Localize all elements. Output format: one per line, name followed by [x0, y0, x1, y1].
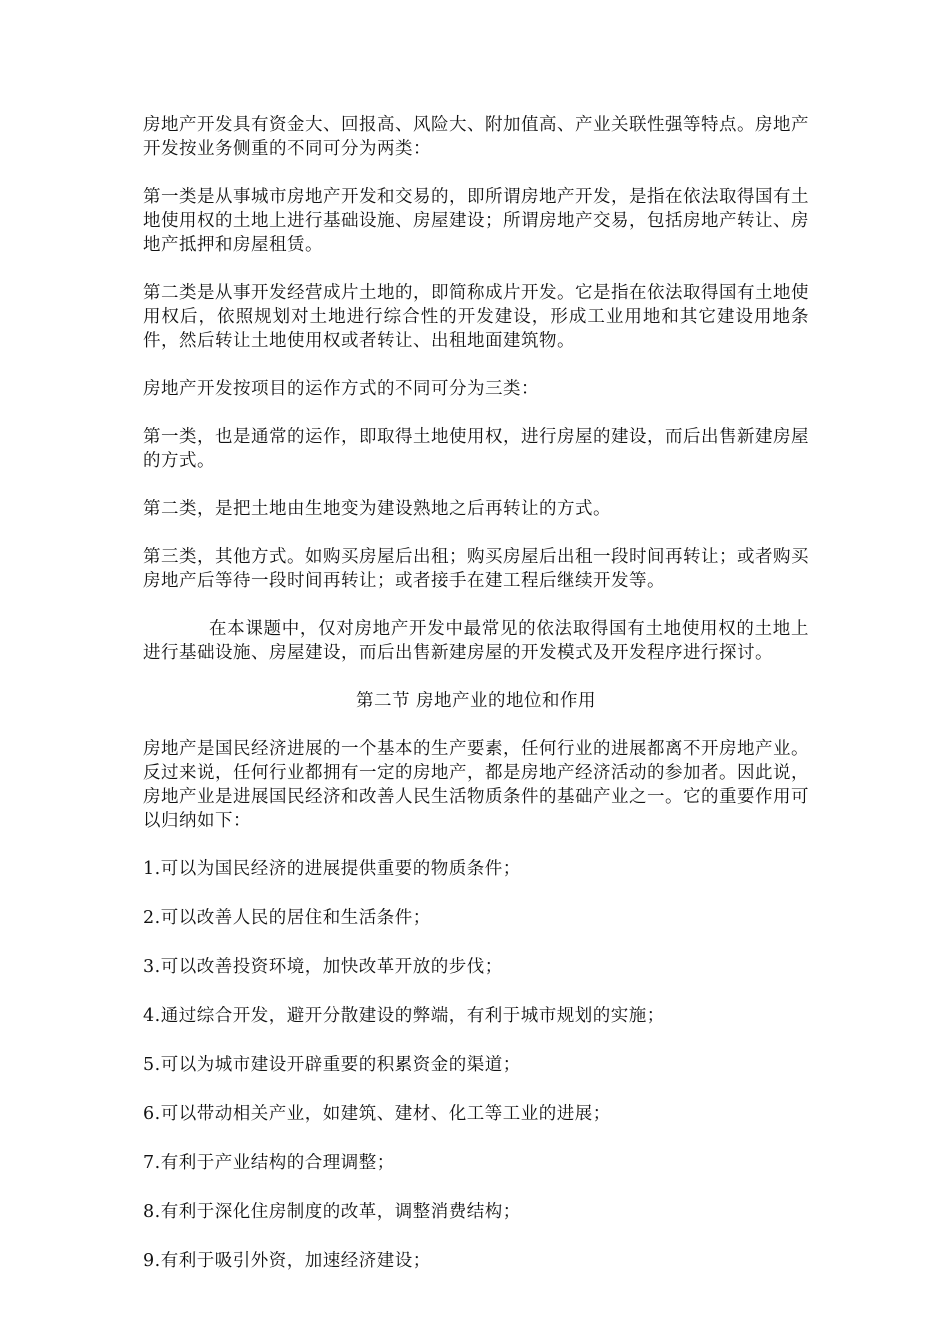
- list-item: 8.有利于深化住房制度的改革，调整消费结构；: [143, 1202, 521, 1222]
- section-intro-paragraph: 房地产是国民经济进展的一个基本的生产要素，任何行业的进展都离不开房地产业。反过来说，任何行业都拥有一定的房地产，都是房地产经济活动的参加者。因此说，房地产业是进展国民经济和改善人民生活物质条件的基础产业之一。它的重要作用可以归纳如下：: [143, 739, 809, 831]
- list-item: 1.可以为国民经济的进展提供重要的物质条件；: [143, 859, 521, 879]
- project-intro-paragraph: 房地产开发按项目的运作方式的不同可分为三类：: [143, 379, 539, 399]
- list-item: 7.有利于产业结构的合理调整；: [143, 1153, 395, 1173]
- section-heading: 第二节 房地产业的地位和作用: [355, 691, 597, 711]
- list-item: 2.可以改善人民的居住和生活条件；: [143, 908, 431, 928]
- list-item: 3.可以改善投资环境，加快改革开放的步伐；: [143, 957, 503, 977]
- list-item: 4.通过综合开发，避开分散建设的弊端，有利于城市规划的实施；: [143, 1006, 665, 1026]
- type2-paragraph: 第二类是从事开发经营成片土地的，即简称成片开发。它是指在依法取得国有土地使用权后，依照规划对土地进行综合性的开发建设，形成工业用地和其它建设用地条件，然后转让土地使用权或者转让、出租地面建筑物。: [143, 283, 809, 351]
- list-item: 6.可以带动相关产业，如建筑、建材、化工等工业的进展；: [143, 1104, 611, 1124]
- intro-paragraph: 房地产开发具有资金大、回报高、风险大、附加值高、产业关联性强等特点。房地产开发按业务侧重的不同可分为两类：: [143, 115, 809, 159]
- project-type1-paragraph: 第一类，也是通常的运作，即取得土地使用权，进行房屋的建设，而后出售新建房屋的方式。: [143, 427, 809, 471]
- list-item: 5.可以为城市建设开辟重要的积累资金的渠道；: [143, 1055, 521, 1075]
- project-type2-paragraph: 第二类，是把土地由生地变为建设熟地之后再转让的方式。: [143, 499, 611, 519]
- scope-paragraph: 在本课题中，仅对房地产开发中最常见的依法取得国有土地使用权的土地上进行基础设施、房屋建设，而后出售新建房屋的开发模式及开发程序进行探讨。: [143, 619, 809, 663]
- project-type3-paragraph: 第三类，其他方式。如购买房屋后出租；购买房屋后出租一段时间再转让；或者购买房地产后等待一段时间再转让；或者接手在建工程后继续开发等。: [143, 547, 809, 591]
- document-page: [143, 113, 809, 1298]
- list-item: 9.有利于吸引外资，加速经济建设；: [143, 1251, 431, 1271]
- type1-paragraph: 第一类是从事城市房地产开发和交易的，即所谓房地产开发，是指在依法取得国有土地使用权的土地上进行基础设施、房屋建设；所谓房地产交易，包括房地产转让、房地产抵押和房屋租赁。: [143, 187, 809, 255]
